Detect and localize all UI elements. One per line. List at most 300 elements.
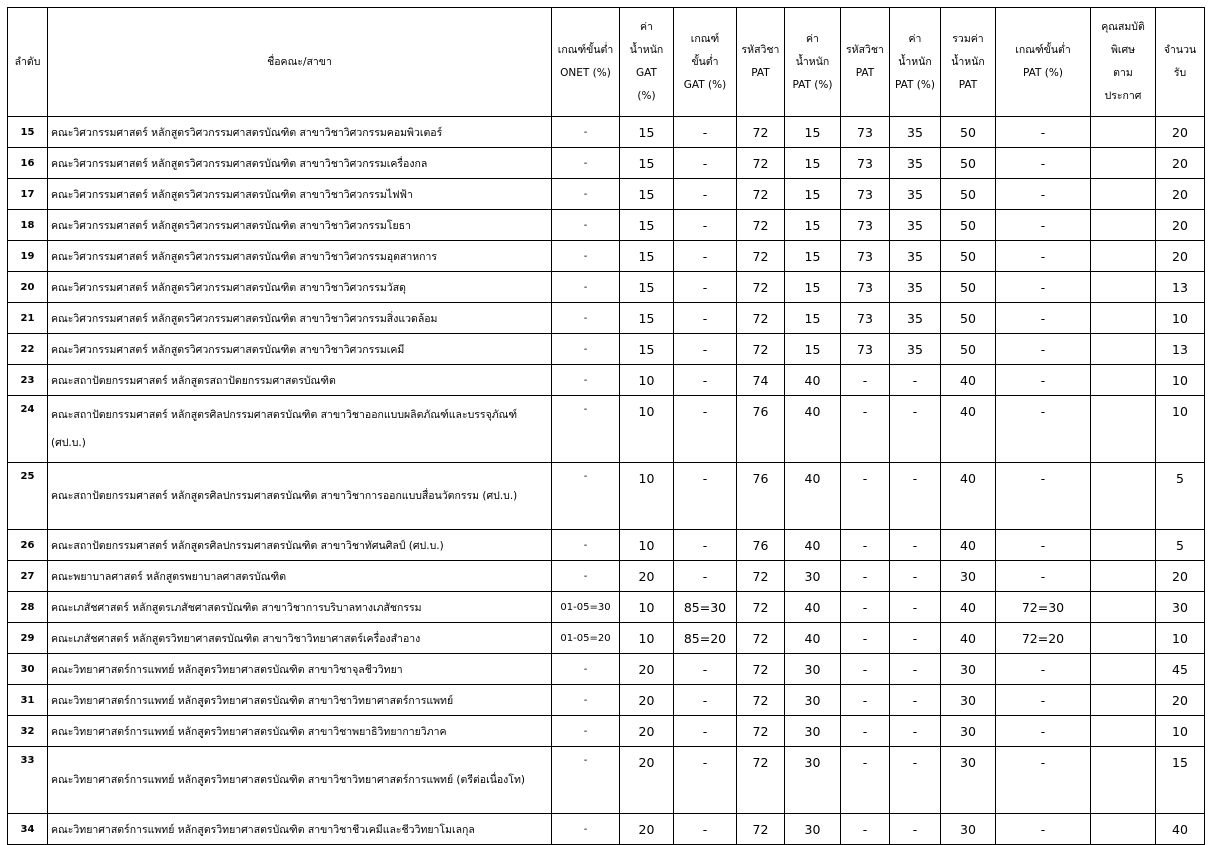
pat-code-2-cell: - — [841, 716, 890, 747]
pat-weight-1-cell: 15 — [785, 179, 841, 210]
pat-total-weight-cell: 40 — [941, 592, 996, 623]
faculty-program-name: คณะวิทยาศาสตร์การแพทย์ หลักสูตรวิทยาศาสตรบัณฑิต สาขาวิชาวิทยาศาสตร์การแพทย์ — [48, 685, 552, 716]
pat-min-cell: - — [996, 814, 1091, 845]
table-row — [8, 561, 1205, 592]
pat-code-1-cell: 72 — [737, 117, 785, 148]
special-qualification-cell — [1091, 814, 1156, 845]
pat-min-cell: - — [996, 716, 1091, 747]
pat-weight-2-cell: 35 — [890, 117, 941, 148]
pat-min-cell: - — [996, 148, 1091, 179]
pat-weight-2-cell: 35 — [890, 272, 941, 303]
header-pat-total-weight-line: น้ำหนัก — [951, 55, 985, 68]
header-order-line: ลำดับ — [14, 55, 41, 68]
seats-cell: 20 — [1156, 117, 1205, 148]
pat-weight-2-cell: - — [890, 365, 941, 396]
onet-min-cell: - — [552, 814, 620, 845]
pat-code-1-cell: 76 — [737, 463, 785, 530]
pat-total-weight-cell: 50 — [941, 272, 996, 303]
row-number: 16 — [8, 148, 48, 179]
special-qualification-cell — [1091, 272, 1156, 303]
pat-weight-2-cell: 35 — [890, 334, 941, 365]
header-pat-weight-1-line: ค่า — [806, 32, 819, 45]
onet-min-cell: - — [552, 561, 620, 592]
pat-total-weight-cell: 50 — [941, 117, 996, 148]
pat-weight-2-cell: - — [890, 654, 941, 685]
pat-weight-1-cell: 40 — [785, 592, 841, 623]
pat-total-weight-cell: 40 — [941, 396, 996, 463]
pat-weight-2-cell: - — [890, 530, 941, 561]
faculty-program-name: คณะพยาบาลศาสตร์ หลักสูตรพยาบาลศาสตรบัณฑิต — [48, 561, 552, 592]
pat-min-cell: - — [996, 117, 1091, 148]
faculty-program-name: คณะวิศวกรรมศาสตร์ หลักสูตรวิศวกรรมศาสตรบัณฑิต สาขาวิชาวิศวกรรมไฟฟ้า — [48, 179, 552, 210]
pat-total-weight-cell: 40 — [941, 623, 996, 654]
header-pat-code-1-line: รหัสวิชา — [741, 44, 780, 56]
pat-code-1-cell: 72 — [737, 303, 785, 334]
row-number: 15 — [8, 117, 48, 148]
seats-cell: 45 — [1156, 654, 1205, 685]
seats-cell: 30 — [1156, 592, 1205, 623]
special-qualification-cell — [1091, 716, 1156, 747]
seats-cell: 10 — [1156, 716, 1205, 747]
faculty-program-name: คณะสถาปัตยกรรมศาสตร์ หลักสูตรศิลปกรรมศาสตรบัณฑิต สาขาวิชาการออกแบบสื่อนวัตกรรม (ศป.บ.) — [48, 463, 552, 530]
faculty-program-name: คณะวิทยาศาสตร์การแพทย์ หลักสูตรวิทยาศาสตรบัณฑิต สาขาวิชาพยาธิวิทยากายวิภาค — [48, 716, 552, 747]
table-row — [8, 365, 1205, 396]
pat-code-2-cell: - — [841, 654, 890, 685]
special-qualification-cell — [1091, 396, 1156, 463]
header-seats-line: รับ — [1173, 67, 1187, 79]
onet-min-cell: - — [552, 365, 620, 396]
gat-min-cell: - — [674, 747, 737, 814]
pat-weight-1-cell: 15 — [785, 241, 841, 272]
seats-cell: 13 — [1156, 272, 1205, 303]
special-qualification-cell — [1091, 241, 1156, 272]
faculty-program-name: คณะวิศวกรรมศาสตร์ หลักสูตรวิศวกรรมศาสตรบัณฑิต สาขาวิชาวิศวกรรมเครื่องกล — [48, 148, 552, 179]
header-special-qualification-line: ประกาศ — [1104, 90, 1142, 102]
faculty-program-name: คณะวิศวกรรมศาสตร์ หลักสูตรวิศวกรรมศาสตรบัณฑิต สาขาวิชาวิศวกรรมอุตสาหการ — [48, 241, 552, 272]
table-row — [8, 210, 1205, 241]
pat-code-1-cell: 72 — [737, 747, 785, 814]
header-pat-weight-1 — [785, 8, 841, 117]
pat-code-2-cell: - — [841, 561, 890, 592]
header-pat-total-weight-line: รวมค่า — [952, 32, 984, 45]
gat-weight-cell: 15 — [620, 179, 674, 210]
table-row — [8, 179, 1205, 210]
pat-code-2-cell: 73 — [841, 303, 890, 334]
row-number: 17 — [8, 179, 48, 210]
header-gat-weight-line: GAT — [636, 67, 657, 79]
onet-min-cell: - — [552, 117, 620, 148]
row-number: 26 — [8, 530, 48, 561]
special-qualification-cell — [1091, 463, 1156, 530]
row-number: 30 — [8, 654, 48, 685]
seats-cell: 5 — [1156, 463, 1205, 530]
pat-weight-1-cell: 15 — [785, 303, 841, 334]
header-pat-weight-2-line: ค่า — [908, 32, 922, 45]
pat-code-2-cell: - — [841, 747, 890, 814]
row-number: 20 — [8, 272, 48, 303]
seats-cell: 40 — [1156, 814, 1205, 845]
gat-weight-cell: 10 — [620, 396, 674, 463]
header-order — [8, 8, 48, 117]
pat-weight-1-cell: 40 — [785, 623, 841, 654]
pat-code-2-cell: 73 — [841, 272, 890, 303]
pat-weight-1-cell: 40 — [785, 463, 841, 530]
gat-weight-cell: 15 — [620, 148, 674, 179]
gat-weight-cell: 10 — [620, 365, 674, 396]
pat-min-cell: - — [996, 210, 1091, 241]
pat-code-1-cell: 76 — [737, 396, 785, 463]
onet-min-cell: - — [552, 654, 620, 685]
faculty-program-name: คณะเภสัชศาสตร์ หลักสูตรวิทยาศาสตรบัณฑิต สาขาวิชาวิทยาศาสตร์เครื่องสำอาง — [48, 623, 552, 654]
table-row — [8, 654, 1205, 685]
seats-cell: 20 — [1156, 148, 1205, 179]
seats-cell: 20 — [1156, 179, 1205, 210]
seats-cell: 15 — [1156, 747, 1205, 814]
pat-total-weight-cell: 30 — [941, 561, 996, 592]
pat-weight-2-cell: - — [890, 463, 941, 530]
pat-weight-2-cell: 35 — [890, 210, 941, 241]
gat-weight-cell: 10 — [620, 530, 674, 561]
pat-code-1-cell: 72 — [737, 334, 785, 365]
faculty-program-name: คณะวิศวกรรมศาสตร์ หลักสูตรวิศวกรรมศาสตรบัณฑิต สาขาวิชาวิศวกรรมโยธา — [48, 210, 552, 241]
special-qualification-cell — [1091, 592, 1156, 623]
pat-code-1-cell: 72 — [737, 592, 785, 623]
table-row — [8, 272, 1205, 303]
row-number: 22 — [8, 334, 48, 365]
row-number: 33 — [8, 747, 48, 814]
pat-code-2-cell: - — [841, 463, 890, 530]
faculty-program-name: คณะวิทยาศาสตร์การแพทย์ หลักสูตรวิทยาศาสตรบัณฑิต สาขาวิชาจุลชีววิทยา — [48, 654, 552, 685]
table-row — [8, 716, 1205, 747]
header-pat-min-line: PAT (%) — [1023, 67, 1063, 79]
onet-min-cell: 01-05=20 — [552, 623, 620, 654]
table-row — [8, 747, 1205, 814]
header-pat-weight-2-line: PAT (%) — [895, 78, 935, 91]
pat-min-cell: - — [996, 654, 1091, 685]
header-gat-min-line: เกณฑ์ — [690, 32, 720, 45]
header-pat-weight-1-line: PAT (%) — [792, 78, 833, 91]
gat-weight-cell: 10 — [620, 623, 674, 654]
gat-min-cell: 85=20 — [674, 623, 737, 654]
gat-min-cell: - — [674, 561, 737, 592]
pat-code-2-cell: 73 — [841, 334, 890, 365]
header-gat-weight-line: (%) — [637, 90, 656, 102]
onet-min-cell: - — [552, 530, 620, 561]
pat-code-1-cell: 72 — [737, 654, 785, 685]
gat-weight-cell: 20 — [620, 747, 674, 814]
onet-min-cell: - — [552, 210, 620, 241]
gat-min-cell: - — [674, 148, 737, 179]
onet-min-cell: - — [552, 179, 620, 210]
onet-min-cell: - — [552, 241, 620, 272]
seats-cell: 20 — [1156, 685, 1205, 716]
table-body — [8, 117, 1205, 845]
header-special-qualification — [1091, 8, 1156, 117]
faculty-program-name: คณะวิศวกรรมศาสตร์ หลักสูตรวิศวกรรมศาสตรบัณฑิต สาขาวิชาวิศวกรรมวัสดุ — [48, 272, 552, 303]
pat-code-2-cell: 73 — [841, 179, 890, 210]
pat-total-weight-cell: 40 — [941, 463, 996, 530]
table-row — [8, 148, 1205, 179]
gat-min-cell: - — [674, 210, 737, 241]
pat-total-weight-cell: 30 — [941, 685, 996, 716]
gat-min-cell: - — [674, 716, 737, 747]
special-qualification-cell — [1091, 334, 1156, 365]
gat-min-cell: - — [674, 334, 737, 365]
header-gat-weight-line: น้ำหนัก — [629, 44, 664, 56]
pat-total-weight-cell: 50 — [941, 210, 996, 241]
pat-code-1-cell: 72 — [737, 272, 785, 303]
onet-min-cell: 01-05=30 — [552, 592, 620, 623]
gat-weight-cell: 15 — [620, 272, 674, 303]
pat-code-1-cell: 72 — [737, 561, 785, 592]
pat-weight-1-cell: 15 — [785, 148, 841, 179]
seats-cell: 10 — [1156, 623, 1205, 654]
header-pat-weight-1-line: น้ำหนัก — [795, 55, 830, 68]
header-special-qualification-line: ตาม — [1113, 67, 1133, 79]
pat-code-2-cell: 73 — [841, 117, 890, 148]
onet-min-cell: - — [552, 303, 620, 334]
gat-weight-cell: 15 — [620, 303, 674, 334]
header-pat-weight-2-line: น้ำหนัก — [898, 55, 932, 68]
special-qualification-cell — [1091, 530, 1156, 561]
seats-cell: 20 — [1156, 241, 1205, 272]
pat-code-2-cell: 73 — [841, 148, 890, 179]
pat-total-weight-cell: 50 — [941, 241, 996, 272]
pat-weight-1-cell: 15 — [785, 334, 841, 365]
special-qualification-cell — [1091, 747, 1156, 814]
admission-table-container — [7, 7, 1204, 845]
table-row — [8, 303, 1205, 334]
gat-weight-cell: 20 — [620, 716, 674, 747]
header-gat-min-line: ขั้นต่ำ — [691, 55, 719, 68]
pat-total-weight-cell: 30 — [941, 716, 996, 747]
pat-weight-1-cell: 40 — [785, 365, 841, 396]
pat-code-2-cell: - — [841, 592, 890, 623]
header-pat-code-2-line: รหัสวิชา — [846, 44, 884, 56]
pat-code-1-cell: 74 — [737, 365, 785, 396]
pat-min-cell: - — [996, 530, 1091, 561]
header-gat-min — [674, 8, 737, 117]
seats-cell: 10 — [1156, 396, 1205, 463]
pat-weight-2-cell: 35 — [890, 241, 941, 272]
pat-weight-1-cell: 30 — [785, 561, 841, 592]
onet-min-cell: - — [552, 747, 620, 814]
pat-weight-2-cell: - — [890, 716, 941, 747]
seats-cell: 10 — [1156, 365, 1205, 396]
table-row — [8, 530, 1205, 561]
header-pat-min — [996, 8, 1091, 117]
pat-weight-2-cell: - — [890, 561, 941, 592]
header-faculty-program-line: ชื่อคณะ/สาขา — [267, 55, 332, 68]
gat-min-cell: - — [674, 179, 737, 210]
pat-weight-2-cell: - — [890, 685, 941, 716]
pat-weight-2-cell: - — [890, 592, 941, 623]
onet-min-cell: - — [552, 148, 620, 179]
faculty-program-name: คณะวิทยาศาสตร์การแพทย์ หลักสูตรวิทยาศาสตรบัณฑิต สาขาวิชาชีวเคมีและชีววิทยาโมเลกุล — [48, 814, 552, 845]
header-pat-total-weight-line: PAT — [958, 78, 978, 91]
pat-min-cell: 72=30 — [996, 592, 1091, 623]
faculty-program-name: คณะวิศวกรรมศาสตร์ หลักสูตรวิศวกรรมศาสตรบัณฑิต สาขาวิชาวิศวกรรมสิ่งแวดล้อม — [48, 303, 552, 334]
special-qualification-cell — [1091, 365, 1156, 396]
gat-min-cell: - — [674, 685, 737, 716]
row-number: 31 — [8, 685, 48, 716]
pat-code-2-cell: - — [841, 396, 890, 463]
row-number: 19 — [8, 241, 48, 272]
table-row — [8, 396, 1205, 463]
pat-weight-1-cell: 30 — [785, 685, 841, 716]
gat-min-cell: - — [674, 814, 737, 845]
pat-min-cell: - — [996, 241, 1091, 272]
faculty-program-name: คณะวิศวกรรมศาสตร์ หลักสูตรวิศวกรรมศาสตรบัณฑิต สาขาวิชาวิศวกรรมเคมี — [48, 334, 552, 365]
gat-weight-cell: 15 — [620, 117, 674, 148]
gat-min-cell: - — [674, 463, 737, 530]
table-row — [8, 685, 1205, 716]
pat-total-weight-cell: 50 — [941, 334, 996, 365]
special-qualification-cell — [1091, 623, 1156, 654]
pat-weight-2-cell: - — [890, 814, 941, 845]
faculty-program-name: คณะวิศวกรรมศาสตร์ หลักสูตรวิศวกรรมศาสตรบัณฑิต สาขาวิชาวิศวกรรมคอมพิวเตอร์ — [48, 117, 552, 148]
faculty-program-name: คณะเภสัชศาสตร์ หลักสูตรเภสัชศาสตรบัณฑิต สาขาวิชาการบริบาลทางเภสัชกรรม — [48, 592, 552, 623]
header-gat-weight — [620, 8, 674, 117]
pat-min-cell: - — [996, 463, 1091, 530]
gat-min-cell: - — [674, 117, 737, 148]
pat-total-weight-cell: 40 — [941, 530, 996, 561]
header-pat-total-weight — [941, 8, 996, 117]
pat-code-1-cell: 72 — [737, 814, 785, 845]
header-pat-code-1-line: PAT — [751, 67, 770, 79]
pat-min-cell: - — [996, 685, 1091, 716]
header-row — [8, 8, 1205, 117]
onet-min-cell: - — [552, 716, 620, 747]
pat-code-2-cell: - — [841, 623, 890, 654]
table-row — [8, 814, 1205, 845]
header-onet-min-line: ONET (%) — [560, 67, 611, 79]
header-gat-min-line: GAT (%) — [683, 78, 727, 91]
header-special-qualification-line: พิเศษ — [1110, 44, 1136, 56]
row-number: 32 — [8, 716, 48, 747]
pat-code-2-cell: 73 — [841, 210, 890, 241]
pat-weight-1-cell: 30 — [785, 716, 841, 747]
seats-cell: 13 — [1156, 334, 1205, 365]
pat-code-2-cell: - — [841, 530, 890, 561]
onet-min-cell: - — [552, 396, 620, 463]
pat-min-cell: - — [996, 334, 1091, 365]
gat-weight-cell: 15 — [620, 241, 674, 272]
pat-total-weight-cell: 30 — [941, 814, 996, 845]
gat-min-cell: - — [674, 654, 737, 685]
pat-min-cell: - — [996, 747, 1091, 814]
pat-min-cell: 72=20 — [996, 623, 1091, 654]
gat-min-cell: - — [674, 365, 737, 396]
pat-code-2-cell: - — [841, 814, 890, 845]
header-seats — [1156, 8, 1205, 117]
gat-min-cell: - — [674, 241, 737, 272]
seats-cell: 5 — [1156, 530, 1205, 561]
table-row — [8, 592, 1205, 623]
header-pat-code-2-line: PAT — [855, 67, 875, 79]
pat-min-cell: - — [996, 561, 1091, 592]
special-qualification-cell — [1091, 303, 1156, 334]
special-qualification-cell — [1091, 117, 1156, 148]
onet-min-cell: - — [552, 463, 620, 530]
pat-weight-1-cell: 30 — [785, 814, 841, 845]
table-row — [8, 117, 1205, 148]
row-number: 28 — [8, 592, 48, 623]
pat-weight-2-cell: - — [890, 396, 941, 463]
gat-min-cell: - — [674, 530, 737, 561]
table-row — [8, 623, 1205, 654]
row-number: 29 — [8, 623, 48, 654]
table-row — [8, 334, 1205, 365]
pat-total-weight-cell: 50 — [941, 303, 996, 334]
table-header — [8, 8, 1205, 117]
row-number: 25 — [8, 463, 48, 530]
faculty-program-name: คณะสถาปัตยกรรมศาสตร์ หลักสูตรศิลปกรรมศาสตรบัณฑิต สาขาวิชาทัศนศิลป์ (ศป.บ.) — [48, 530, 552, 561]
pat-weight-1-cell: 15 — [785, 210, 841, 241]
gat-min-cell: - — [674, 303, 737, 334]
pat-weight-1-cell: 15 — [785, 117, 841, 148]
header-pat-code-1 — [737, 8, 785, 117]
onet-min-cell: - — [552, 334, 620, 365]
faculty-program-name: คณะสถาปัตยกรรมศาสตร์ หลักสูตรศิลปกรรมศาสตรบัณฑิต สาขาวิชาออกแบบผลิตภัณฑ์และบรรจุภัณฑ์ (ศป.บ.) — [48, 396, 552, 463]
pat-min-cell: - — [996, 179, 1091, 210]
gat-weight-cell: 10 — [620, 463, 674, 530]
special-qualification-cell — [1091, 561, 1156, 592]
onet-min-cell: - — [552, 685, 620, 716]
pat-weight-2-cell: 35 — [890, 303, 941, 334]
pat-code-2-cell: - — [841, 365, 890, 396]
pat-code-1-cell: 72 — [737, 241, 785, 272]
gat-weight-cell: 20 — [620, 814, 674, 845]
pat-total-weight-cell: 40 — [941, 365, 996, 396]
pat-total-weight-cell: 30 — [941, 654, 996, 685]
admission-criteria-table — [7, 7, 1205, 845]
row-number: 18 — [8, 210, 48, 241]
row-number: 24 — [8, 396, 48, 463]
pat-min-cell: - — [996, 396, 1091, 463]
seats-cell: 10 — [1156, 303, 1205, 334]
gat-weight-cell: 10 — [620, 592, 674, 623]
header-faculty-program — [48, 8, 552, 117]
row-number: 34 — [8, 814, 48, 845]
header-pat-min-line: เกณฑ์ขั้นต่ำ — [1015, 44, 1071, 56]
seats-cell: 20 — [1156, 210, 1205, 241]
faculty-program-name: คณะวิทยาศาสตร์การแพทย์ หลักสูตรวิทยาศาสตรบัณฑิต สาขาวิชาวิทยาศาสตร์การแพทย์ (ตรีต่อเนื่องโท) — [48, 747, 552, 814]
pat-total-weight-cell: 50 — [941, 148, 996, 179]
pat-code-1-cell: 76 — [737, 530, 785, 561]
special-qualification-cell — [1091, 148, 1156, 179]
gat-weight-cell: 15 — [620, 210, 674, 241]
faculty-program-name: คณะสถาปัตยกรรมศาสตร์ หลักสูตรสถาปัตยกรรมศาสตรบัณฑิต — [48, 365, 552, 396]
special-qualification-cell — [1091, 210, 1156, 241]
table-row — [8, 241, 1205, 272]
pat-code-2-cell: - — [841, 685, 890, 716]
pat-code-1-cell: 72 — [737, 210, 785, 241]
pat-weight-2-cell: 35 — [890, 179, 941, 210]
special-qualification-cell — [1091, 179, 1156, 210]
gat-weight-cell: 20 — [620, 685, 674, 716]
pat-total-weight-cell: 30 — [941, 747, 996, 814]
pat-code-2-cell: 73 — [841, 241, 890, 272]
row-number: 21 — [8, 303, 48, 334]
pat-weight-2-cell: 35 — [890, 148, 941, 179]
pat-total-weight-cell: 50 — [941, 179, 996, 210]
seats-cell: 20 — [1156, 561, 1205, 592]
pat-weight-1-cell: 15 — [785, 272, 841, 303]
pat-min-cell: - — [996, 272, 1091, 303]
row-number: 27 — [8, 561, 48, 592]
header-seats-line: จำนวน — [1163, 44, 1197, 56]
